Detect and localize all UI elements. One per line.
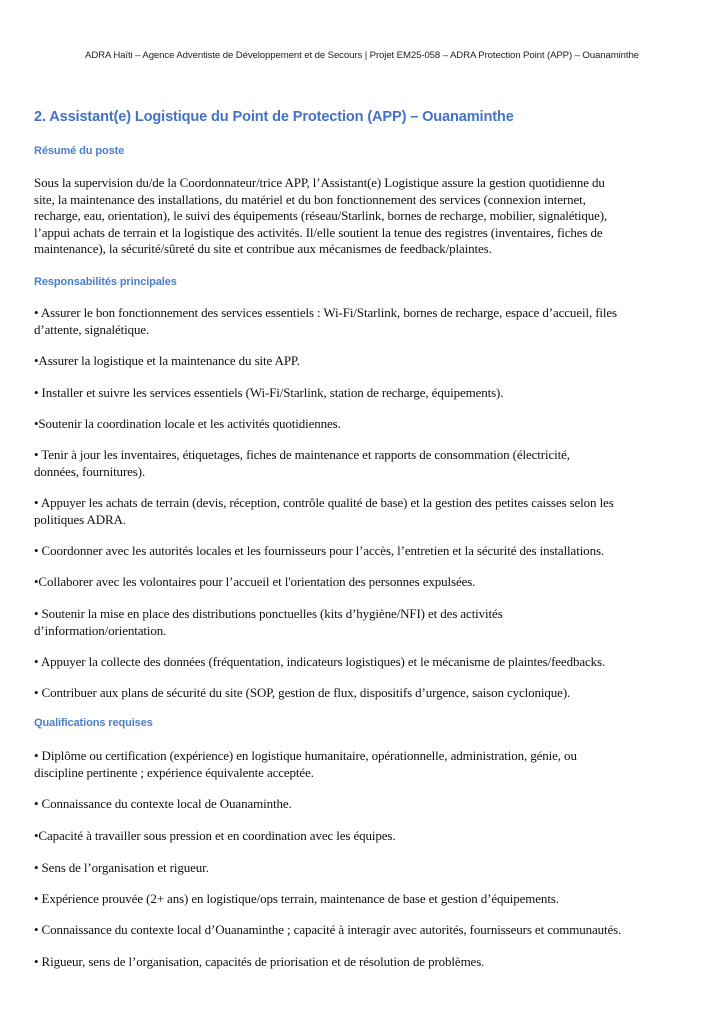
responsibility-item [34, 353, 696, 370]
summary-line: l’appui achats de terrain et la logistique des activités. Il/elle soutient la tenue des registres (inventaires, fiches de [34, 224, 603, 240]
bullet-line: • Contribuer aux plans de sécurité du site (SOP, gestion de flux, dispositifs d’urgence, saison cyclonique). [34, 685, 571, 700]
bullet-line: d’attente, signalétique. [34, 321, 150, 337]
responsibility-item [34, 685, 696, 702]
bullet-line: • Appuyer les achats de terrain (devis, réception, contrôle qualité de base) et la gestion des petites caisses selon les [34, 495, 614, 510]
summary-line: recharge, eau, orientation), le suivi des équipements (réseau/Starlink, bornes de recharge, mobilier, signalétique), [34, 208, 608, 224]
bullet-line: • Appuyer la collecte des données (fréquentation, indicateurs logistiques) et le mécanisme de plaintes/feedbacks. [34, 654, 606, 669]
running-header: ADRA Haïti – Agence Adventiste de Développement et de Secours | Projet EM25-058 – ADRA Protection Point (APP) – Ouanaminthe [85, 50, 639, 61]
bullet-line: • Rigueur, sens de l’organisation, capacités de priorisation et de résolution de problèmes. [34, 954, 485, 969]
bullet-line: • Connaissance du contexte local de Ouanaminthe. [34, 796, 292, 811]
bullet-line: • Connaissance du contexte local d’Ouanaminthe ; capacité à interagir avec autorités, fournisseurs et communautés. [34, 922, 622, 937]
bullet-line: •Assurer la logistique et la maintenance du site APP. [34, 353, 300, 368]
summary-heading: Résumé du poste [34, 145, 125, 157]
qualification-item [34, 748, 696, 781]
bullet-line: • Installer et suivre les services essentiels (Wi-Fi/Starlink, station de recharge, équipements). [34, 385, 504, 400]
qualification-item [34, 891, 696, 908]
bullet-line: • Sens de l’organisation et rigueur. [34, 860, 209, 875]
bullet-line: • Coordonner avec les autorités locales et les fournisseurs pour l’accès, l’entretien et la sécurité des installations. [34, 543, 605, 558]
bullet-line: discipline pertinente ; expérience équivalente acceptée. [34, 764, 314, 780]
responsibility-item [34, 305, 696, 338]
responsibility-item [34, 574, 696, 591]
qualification-item [34, 796, 696, 813]
responsibilities-heading: Responsabilités principales [34, 276, 177, 288]
bullet-line: • Soutenir la mise en place des distributions ponctuelles (kits d’hygiène/NFI) et des activités [34, 606, 503, 621]
qualification-item [34, 922, 696, 939]
bullet-line: •Collaborer avec les volontaires pour l’accueil et l'orientation des personnes expulsées. [34, 574, 476, 589]
summary-line: Sous la supervision du/de la Coordonnateur/trice APP, l’Assistant(e) Logistique assure la gestion quotidienne du [34, 175, 605, 190]
qualification-item [34, 828, 696, 845]
bullet-line: politiques ADRA. [34, 511, 126, 527]
bullet-line: données, fournitures). [34, 463, 146, 479]
summary-line: maintenance), la sécurité/sûreté du site et contribue aux mécanismes de feedback/plaintes. [34, 241, 492, 257]
section-title: 2. Assistant(e) Logistique du Point de Protection (APP) – Ouanaminthe [34, 109, 514, 125]
qualification-item [34, 954, 696, 971]
summary-line: site, la maintenance des installations, du matériel et du bon fonctionnement des services (connexion internet, [34, 191, 586, 207]
bullet-line: • Tenir à jour les inventaires, étiquetages, fiches de maintenance et rapports de consommation (électricité, [34, 447, 570, 462]
qualification-item [34, 860, 696, 877]
qualifications-heading: Qualifications requises [34, 717, 153, 729]
responsibility-item [34, 606, 696, 639]
responsibility-item [34, 447, 696, 480]
bullet-line: d’information/orientation. [34, 622, 167, 638]
bullet-line: • Diplôme ou certification (expérience) en logistique humanitaire, opérationnelle, administration, génie, ou [34, 748, 577, 763]
bullet-line: • Assurer le bon fonctionnement des services essentiels : Wi-Fi/Starlink, bornes de recharge, espace d’accueil, files [34, 305, 617, 320]
bullet-line: •Soutenir la coordination locale et les activités quotidiennes. [34, 416, 341, 431]
responsibility-item [34, 654, 696, 671]
bullet-line: • Expérience prouvée (2+ ans) en logistique/ops terrain, maintenance de base et gestion d’équipements. [34, 891, 559, 906]
summary-paragraph [34, 175, 694, 258]
responsibility-item [34, 543, 696, 560]
responsibility-item [34, 495, 696, 528]
responsibility-item [34, 385, 696, 402]
bullet-line: •Capacité à travailler sous pression et en coordination avec les équipes. [34, 828, 396, 843]
responsibility-item [34, 416, 696, 433]
